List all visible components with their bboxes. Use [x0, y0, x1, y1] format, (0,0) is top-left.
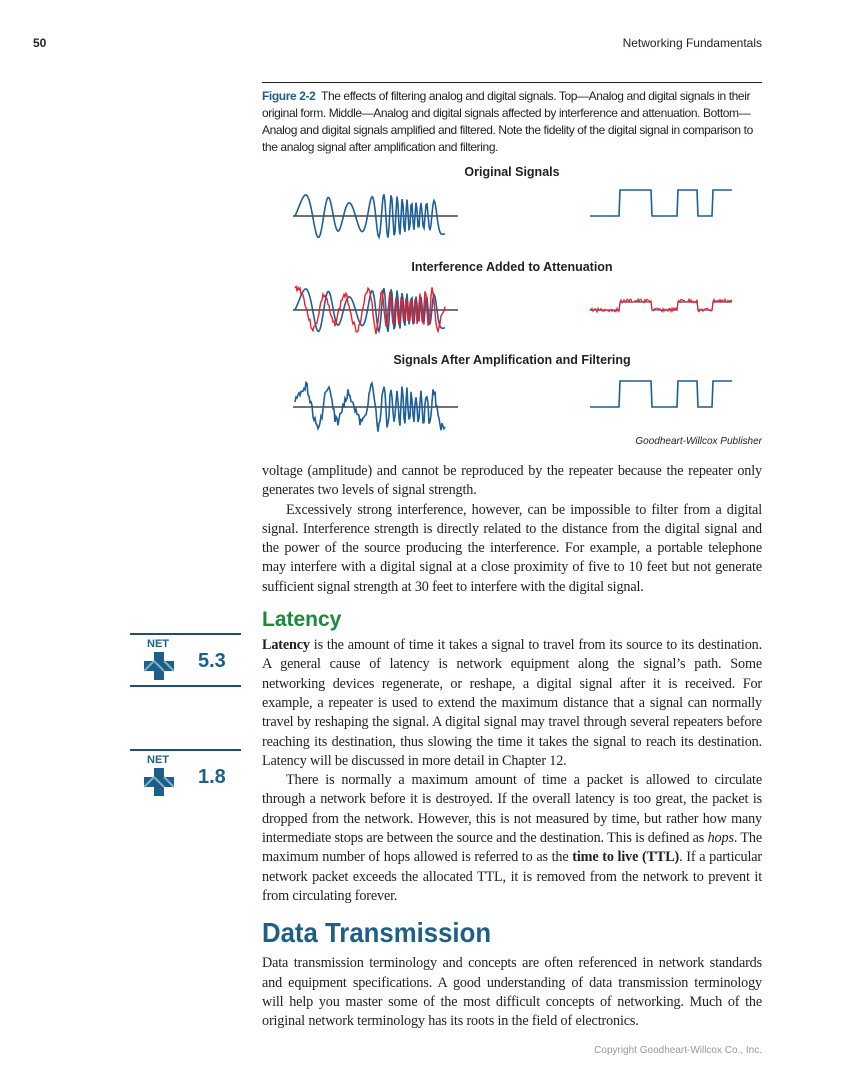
- body-column: [262, 462, 762, 1031]
- figure-credit: Goodheart-Willcox Publisher: [635, 436, 762, 447]
- paragraph: voltage (amplitude) and cannot be reproduced by the repeater because the repeater only generates two levels of signal strength.: [262, 463, 762, 499]
- term: Latency: [262, 637, 310, 654]
- signal-figure: [0, 0, 849, 450]
- latency-text: [262, 636, 762, 906]
- text: . The maximum number of hops allowed is referred to as the: [262, 830, 762, 866]
- net-plus-icon: [144, 768, 174, 796]
- section-heading-data-transmission: Data Transmission: [262, 917, 492, 949]
- net-objective-number: 5.3: [198, 650, 226, 672]
- text: There is normally a maximum amount of time a packet is allowed to circulate through a network before it is destroyed. If the overall latency is too great, the packet is dropped from the network. However, this is not measured by time, but rather how many intermediate stops are between the source and the destination. This is defined as: [262, 772, 762, 847]
- paragraph: [262, 636, 762, 771]
- net-objective-badge: [130, 749, 241, 801]
- net-objective-number: 1.8: [198, 766, 226, 788]
- paragraph: [262, 771, 762, 906]
- running-head: Networking Fundamentals: [622, 36, 762, 50]
- panel-title-filtered: Signals After Amplification and Filtering: [393, 353, 631, 367]
- section-heading-latency: Latency: [262, 608, 342, 632]
- figure-caption-text: The effects of filtering analog and digital signals. Top—Analog and digital signals in their original form. Middle—Analog and digital signals affected by interference and attenuation. Bottom—Analog and digital signals amplified and filtered. Note the fidelity of the digital signal in comparison to the analog signal after amplification and filtering.: [262, 89, 753, 154]
- term: hops: [707, 830, 734, 847]
- digital-signal-filtered: [590, 381, 732, 407]
- data-transmission-text: [262, 954, 762, 1031]
- panel-title-interference: Interference Added to Attenuation: [411, 260, 613, 274]
- text: is the amount of time it takes a signal to travel from its source to its destination. A general cause of latency is network equipment along the signal’s path. Some networking devices regenerate, or reshape, a digital signal after it is received. For example, a repeater is used to extend the maximum distance that a signal can normally travel by reshaping the signal. A digital signal may travel through several repeaters before reaching its destination, thus slowing the time it takes the signal to reach its destination. Latency will be discussed in more detail in Chapter 12.: [262, 637, 762, 769]
- term: time to live (TTL): [572, 849, 680, 866]
- paragraph: Data transmission terminology and concepts are often referenced in network standards and equipment specifications. A good understanding of data transmission terminology will help you master some of the most difficult concepts of networking. Much of the original network terminology has its roots in the field of electronics.: [262, 955, 762, 1030]
- text: . If a particular network packet exceeds the allocated TTL, it is removed from the network to prevent it from circulating forever.: [262, 849, 762, 904]
- copyright: Copyright Goodheart-Willcox Co., Inc.: [594, 1045, 762, 1056]
- figure-label: Figure 2-2: [262, 89, 316, 103]
- paragraph: Excessively strong interference, however, can be impossible to filter from a digital signal. Interference strength is directly related to the distance from the digital signal and the power of the source producing the interference. For example, a portable telephone may interfere with a digital signal at a close proximity of five to 10 feet but not generate sufficient signal strength at 30 feet to interfere with the digital signal.: [262, 501, 762, 595]
- net-objective-badge: [130, 633, 241, 687]
- page-number: 50: [33, 36, 47, 50]
- digital-signal-original: [590, 190, 732, 216]
- intro-text: [262, 462, 762, 597]
- net-label: NET: [147, 754, 169, 766]
- net-plus-icon: [144, 652, 174, 680]
- net-label: NET: [147, 638, 169, 650]
- panel-title-original: Original Signals: [464, 165, 560, 179]
